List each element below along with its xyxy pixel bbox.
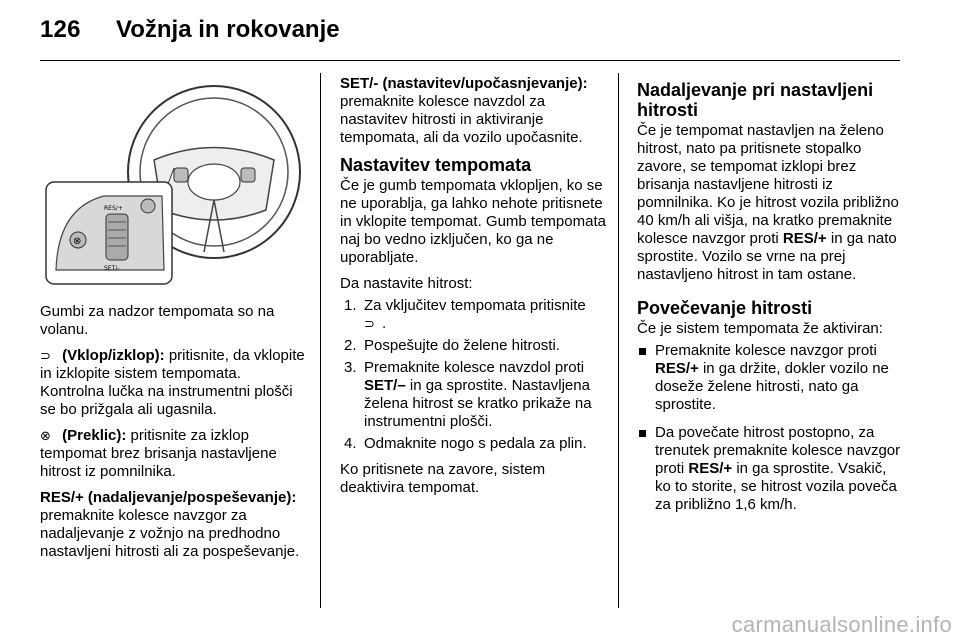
column-2 (340, 75, 606, 505)
onoff-text: pritisnite, da vklopite in izklopite sistem tempomata. Kontrolna lučka na instrumentni plošči se bo prižgala ali ugasnila. (40, 347, 305, 418)
watermark: carmanualsonline.info (731, 612, 952, 637)
res-text: premaknite kolesce navzgor za nadaljevanje z vožnjo na predhodno nastavljeni hitrosti ali za pospeševanje. (40, 507, 300, 560)
column-3 (637, 80, 905, 524)
section-heading-increase: Povečevanje hitrosti (637, 298, 813, 318)
set-label: SET/- (nastavitev/upočasnjevanje): (340, 75, 588, 92)
resume-paragraph: Če je tempomat nastavljen na želeno hitrost, nato pa pritisnete stopalko zavore, se tempomat izklopi brez brisanja nastavljene hitrosti iz pomnilnika. Ko je hitrost vozila približno 40 km/h ali višja, na kratko premaknite kolesce navzgor proti RES/+ in ga nato sprostite. Vozilo se vrne na prej nastavljeno hitrost in tam ostane. (637, 122, 899, 283)
thumbwheel (106, 214, 128, 260)
increase-paragraph: Če je sistem tempomata že aktiviran: (637, 320, 883, 337)
setting-paragraph-1: Če je gumb tempomata vklopljen, ko se ne uporablja, ga lahko nehote pritisnete in vklopite tempomat. Gumb tempomata naj bo vedno izključen, ko ga ne uporabljate. (340, 177, 606, 266)
cruise-onoff-icon: ⊃ (40, 348, 51, 363)
list-item: Premaknite kolesce navzgor proti RES/+ in ga držite, dokler vozilo ne doseže želene hitrosti, nato ga sprostite. (637, 342, 905, 414)
column-divider-2 (618, 73, 619, 608)
brake-paragraph: Ko pritisnete na zavore, sistem deaktivira tempomat. (340, 461, 546, 496)
list-item: 1. Za vključitev tempomata pritisnite ⊃ . (344, 297, 586, 332)
steering-wheel-figure (44, 80, 306, 286)
list-item: 2. Pospešujte do želene hitrosti. (344, 337, 560, 354)
wheel-center (188, 164, 240, 200)
cancel-paragraph (40, 427, 306, 481)
header-rule (40, 60, 900, 61)
cancel-label: (Preklic): (62, 427, 127, 444)
set-text: premaknite kolesce navzdol za nastavitev hitrosti in aktiviranje tempomata, ali da vozilo upočasnite. (340, 93, 583, 146)
wheel-left-switch (174, 168, 188, 182)
increase-bullets (637, 342, 905, 514)
onoff-label: (Vklop/izklop): (62, 347, 165, 364)
section-heading-resume: Nadaljevanje pri nastavljeni hitrosti (637, 80, 874, 120)
cruise-cancel-icon: ⊗ (40, 428, 51, 443)
page-title: Vožnja in rokovanje (116, 16, 340, 43)
setting-steps (340, 297, 606, 453)
page-number: 126 (40, 16, 81, 43)
bullet-icon (639, 348, 646, 355)
figure-res-label: RES/+ (104, 205, 123, 212)
column-1 (40, 303, 306, 569)
column-divider-1 (320, 73, 321, 608)
section-heading-setting: Nastavitev tempomata (340, 155, 532, 175)
onoff-paragraph (40, 347, 306, 419)
list-item: 3. Premaknite kolesce navzdol proti SET/– in ga sprostite. Nastavljena želena hitrost se kratko prikaže na instrumentni plošči. (344, 359, 592, 430)
setting-paragraph-2: Da nastavite hitrost: (340, 275, 473, 292)
cruise-onoff-icon: ⊃ (364, 316, 375, 331)
list-item: Da povečate hitrost postopno, za trenutek premaknite kolesce navzgor proti RES/+ in ga sprostite. Vsakič, ko to storite, se hitrost vozila poveča za približno 1,6 km/h. (637, 424, 905, 514)
cancel-text: pritisnite za izklop tempomat brez brisanja nastavljene hitrost iz pomnilnika. (40, 427, 277, 480)
figure-set-label: SET/- (104, 265, 120, 272)
wheel-right-switch (241, 168, 255, 182)
set-paragraph (340, 75, 606, 147)
bullet-icon (639, 430, 646, 437)
intro-paragraph: Gumbi za nadzor tempomata so na volanu. (40, 303, 275, 338)
res-label: RES/+ (nadaljevanje/pospeševanje): (40, 489, 297, 506)
onoff-button-figure (141, 199, 155, 213)
list-item: 4. Odmaknite nogo s pedala za plin. (344, 435, 587, 452)
res-paragraph (40, 489, 306, 561)
cancel-symbol-figure: ⊗ (73, 236, 82, 247)
